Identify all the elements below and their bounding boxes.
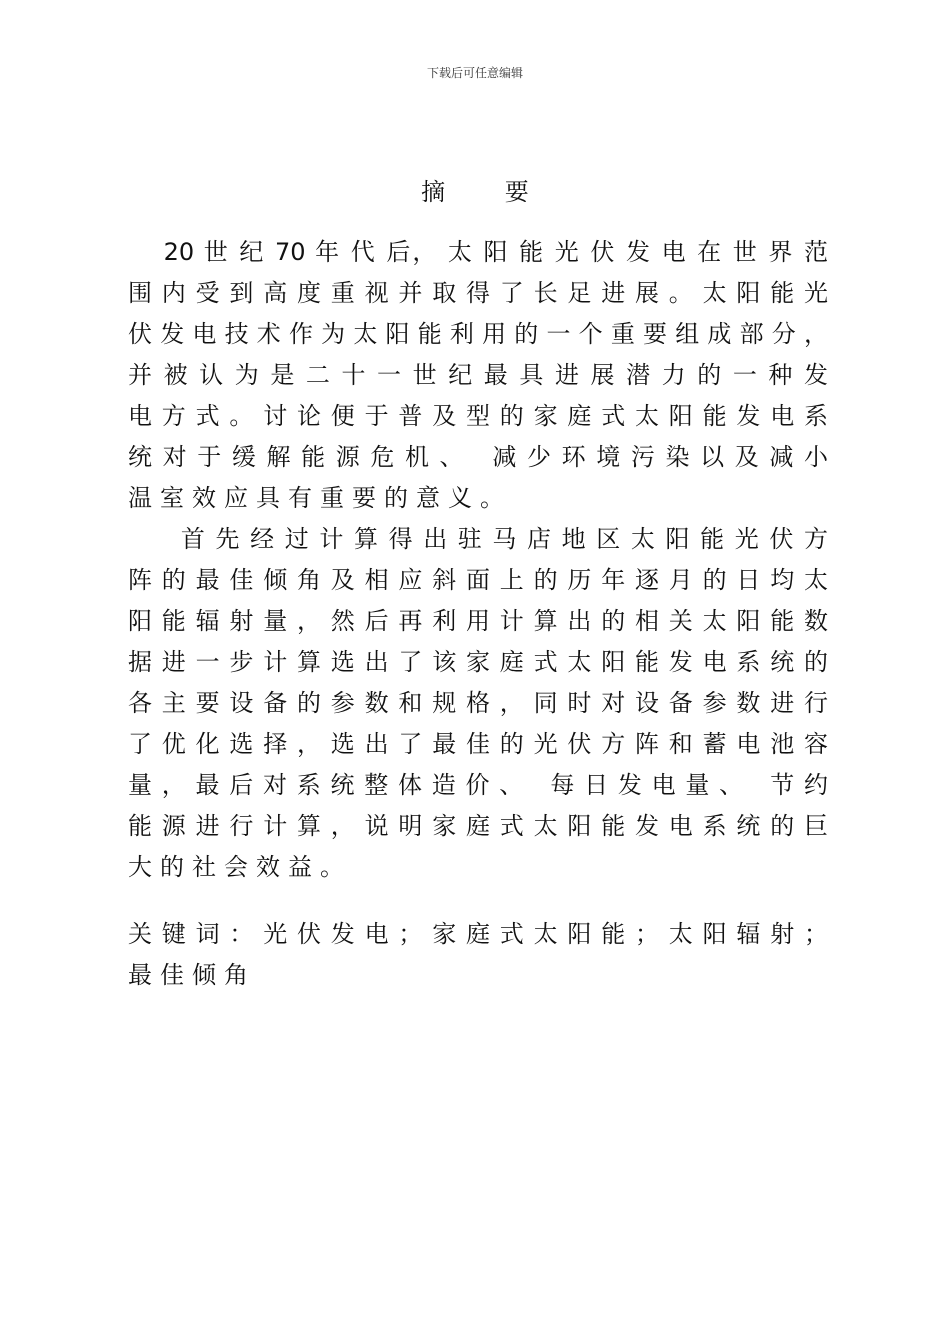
paragraph-line: 大的社会效益。 — [128, 853, 352, 881]
header-note: 下载后可任意编辑 — [426, 66, 523, 80]
paragraph-line: 并 被 认 为 是 二 十 一 世 纪 最 具 进 展 潜 力 的 一 种 发 — [128, 361, 828, 389]
paragraph-line: 温室效应具有重要的意义。 — [128, 484, 512, 512]
paragraph-line: 20 世 纪 70 年 代 后， 太 阳 能 光 伏 发 电 在 世 界 范 — [128, 238, 828, 266]
keywords-line: 最佳倾角 — [128, 961, 256, 989]
paragraph-line: 电方式。讨论便于普及型的家庭式太阳能发电系 — [128, 402, 828, 430]
paragraph-line: 伏发电技术作为太阳能利用的一个重要组成部分， — [128, 320, 828, 348]
paragraph-line: 阵的最佳倾角及相应斜面上的历年逐月的日均太 — [128, 566, 828, 594]
paragraph-line: 据进一步计算选出了该家庭式太阳能发电系统的 — [128, 648, 828, 676]
abstract-paragraph-1 — [128, 232, 828, 519]
paragraph-line: 阳能辐射量，然后再利用计算出的相关太阳能数 — [128, 607, 828, 635]
paragraph-line: 各主要设备的参数和规格，同时对设备参数进行 — [128, 689, 828, 717]
abstract-title: 摘 要 — [421, 178, 555, 206]
paragraph-line: 统对于缓解能源危机、 减少环境污染以及减小 — [128, 443, 828, 471]
paragraph-line: 能源进行计算，说明家庭式太阳能发电系统的巨 — [128, 812, 828, 840]
abstract-paragraph-2 — [128, 519, 828, 888]
paragraph-line: 围内受到高度重视并取得了长足进展。太阳能光 — [128, 279, 828, 307]
paragraph-line: 量，最后对系统整体造价、 每日发电量、 节约 — [128, 771, 828, 799]
keywords-line: 关键词：光伏发电；家庭式太阳能；太阳辐射； — [128, 920, 828, 948]
paragraph-line: 了优化选择，选出了最佳的光伏方阵和蓄电池容 — [128, 730, 828, 758]
keywords-block — [128, 914, 828, 996]
paragraph-line: 首先经过计算得出驻马店地区太阳能光伏方 — [128, 525, 828, 553]
